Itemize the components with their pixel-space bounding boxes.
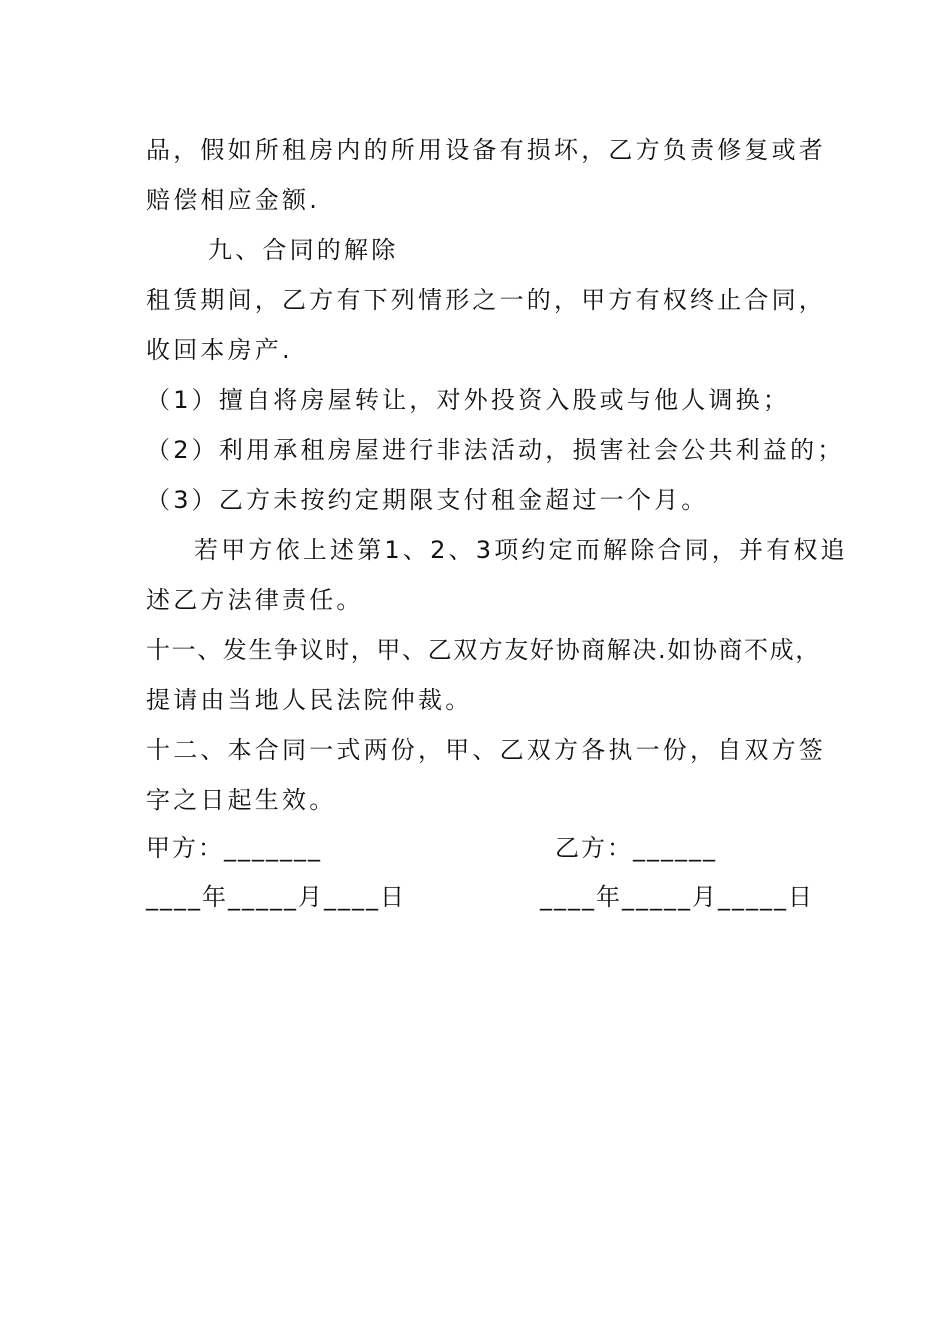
- text-line: 字之日起生效。: [146, 786, 337, 814]
- text-line: 收回本房产.: [146, 336, 293, 364]
- section-heading: 九、合同的解除: [208, 236, 399, 264]
- text-line: 提请由当地人民法院仲裁。: [146, 686, 473, 714]
- text-line: 赔偿相应金额.: [146, 186, 321, 214]
- list-item: （1）擅自将房屋转让，对外投资入股或与他人调换；: [146, 386, 791, 414]
- text-line: 十二、本合同一式两份，甲、乙双方各执一份，自双方签: [146, 736, 826, 764]
- party-b-signature: 乙方：______: [555, 834, 717, 862]
- party-b-date: ____年_____月_____日: [540, 883, 814, 911]
- text-line: 租赁期间，乙方有下列情形之一的，甲方有权终止合同，: [146, 286, 826, 314]
- text-line: 若甲方依上述第1、2、3项约定而解除合同，并有权追: [194, 536, 848, 564]
- list-item: （2）利用承租房屋进行非法活动，损害社会公共利益的；: [146, 436, 845, 464]
- text-line: 十一、发生争议时，甲、乙双方友好协商解决.如协商不成，: [146, 636, 821, 664]
- list-item: （3）乙方未按约定期限支付租金超过一个月。: [146, 486, 709, 514]
- text-line: 述乙方法律责任。: [146, 586, 364, 614]
- party-a-signature: 甲方：_______: [146, 834, 322, 862]
- text-line: 品，假如所租房内的所用设备有损坏，乙方负责修复或者: [146, 136, 826, 164]
- party-a-date: ____年_____月____日: [146, 883, 406, 911]
